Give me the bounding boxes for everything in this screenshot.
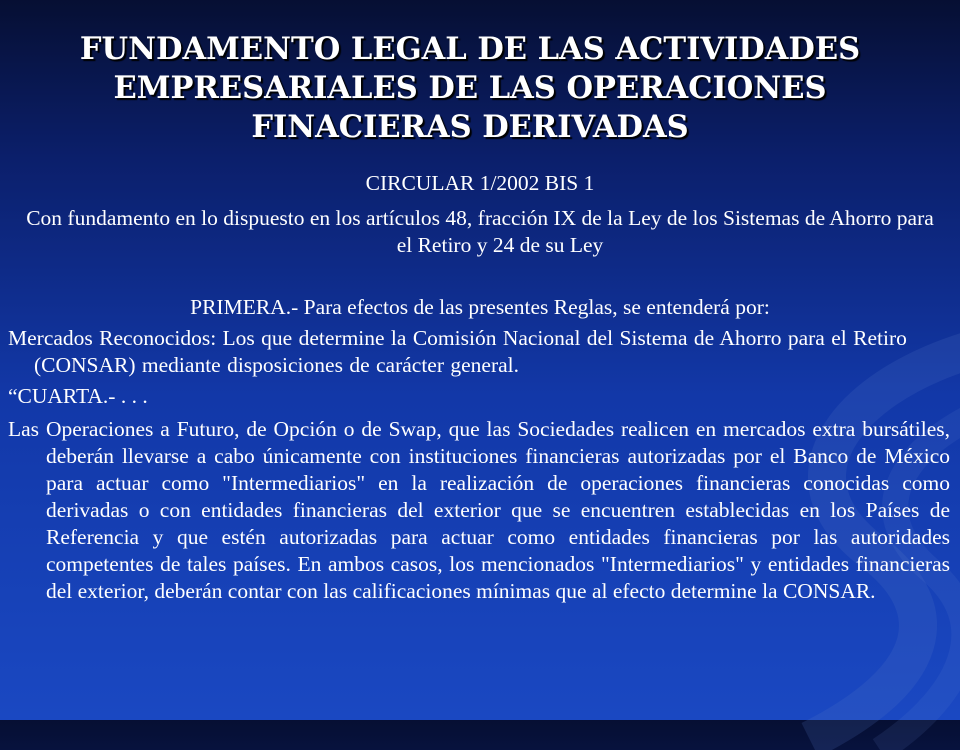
slide-body	[0, 170, 960, 605]
fundamento-paragraph: Con fundamento en lo dispuesto en los artículos 48, fracción IX de la Ley de los Sistemas de Ahorro para el Retiro y 24 de su Ley	[26, 206, 934, 257]
cuarta-paragraph: “CUARTA.- . . .	[8, 384, 148, 408]
slide-title-line-2: EMPRESARIALES DE LAS OPERACIONES	[113, 70, 827, 106]
circular-heading: CIRCULAR 1/2002 BIS 1	[365, 171, 595, 195]
operaciones-paragraph: Las Operaciones a Futuro, de Opción o de Swap, que las Sociedades realicen en mercados extra bursátiles, deberán llevarse a cabo únicamente con instituciones financieras autorizadas por el Banco de México para actuar como "Intermediarios" en la realización de operaciones financieras conocidas como derivadas o con entidades financieras del exterior que se encuentren establecidas en los Países de Referencia y que estén autorizadas para actuar como entidades financieras por las autoridades competentes de tales países. En ambos casos, los mencionados "Intermediarios" y entidades financieras del exterior, deberán contar con las calificaciones mínimas que al efecto determine la CONSAR.	[8, 417, 950, 603]
slide-title-line-1: FUNDAMENTO LEGAL DE LAS ACTIVIDADES	[79, 31, 861, 67]
primera-paragraph: PRIMERA.- Para efectos de las presentes Reglas, se entenderá por:	[190, 295, 770, 319]
mercados-reconocidos-paragraph: Mercados Reconocidos: Los que determine la Comisión Nacional del Sistema de Ahorro para el Retiro (CONSAR) mediante disposiciones de carácter general.	[8, 326, 907, 377]
slide-title-line-3: FINACIERAS DERIVADAS	[251, 109, 689, 145]
slide-title	[40, 30, 900, 147]
